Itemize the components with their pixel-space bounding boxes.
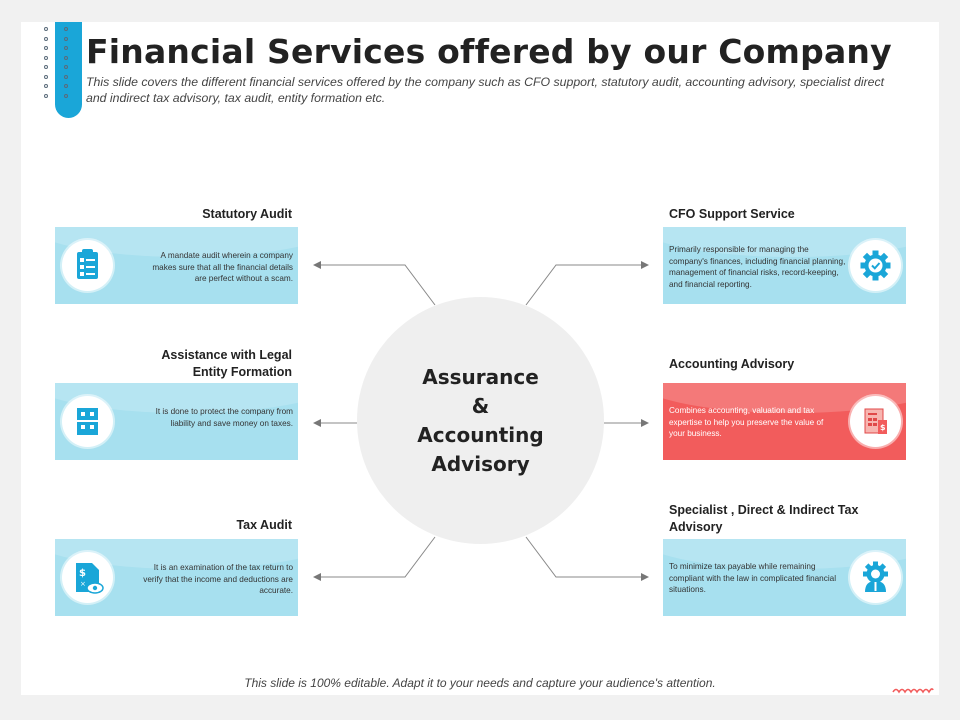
tax-audit-title: Tax Audit — [236, 518, 292, 532]
accounting-advisory-desc: Combines accounting, valuation and tax expertise to help you preserve the value of your business. — [669, 406, 824, 438]
statutory-audit-desc: A mandate audit wherein a company makes sure that all the financial details are perfect without a scam. — [152, 251, 293, 283]
accounting-advisory-card — [663, 383, 906, 460]
tax-audit-desc: It is an examination of the tax return to verify that the income and deductions are accurate. — [143, 563, 293, 595]
cfo-support-desc: Primarily responsible for managing the company's finances, including financial planning, management of financial risks, record-keeping, and financial reporting. — [669, 245, 846, 289]
gear-check-icon — [850, 240, 901, 291]
center-label — [357, 363, 604, 479]
legal-entity-desc: It is done to protect the company from liability and save money on taxes. — [155, 407, 293, 428]
center-label-line: Assurance — [422, 365, 539, 389]
svg-text:×: × — [80, 580, 86, 588]
tax-advisory-title — [669, 502, 906, 536]
center-label-line: & — [471, 394, 490, 418]
statutory-audit-title: Statutory Audit — [202, 207, 292, 221]
center-circle — [357, 297, 604, 544]
tax-document-eye-icon — [62, 552, 113, 603]
svg-text:$: $ — [880, 423, 886, 432]
tax-advisory-desc: To minimize tax payable while remaining compliant with the law in complicated financial situations. — [669, 562, 837, 594]
connector-tax-audit — [314, 537, 435, 577]
page-subtitle: This slide covers the different financial services offered by the company such as CFO support, statutory audit, accounting advisory, specialist direct and indirect tax advisory, tax audit, entity formation etc. — [86, 75, 885, 105]
advisor-gear-icon — [850, 552, 901, 603]
statutory-audit-card — [55, 227, 298, 304]
center-label-line: Accounting — [417, 423, 544, 447]
legal-entity-title-line: Assistance with Legal — [161, 348, 292, 362]
connector-statutory-audit — [314, 265, 435, 305]
tax-advisory-title-line: Advisory — [669, 520, 723, 534]
footer-note: This slide is 100% editable. Adapt it to your needs and capture your audience's attention. — [244, 676, 716, 690]
connector-cfo-support — [526, 265, 648, 305]
svg-text:$: $ — [79, 568, 86, 579]
legal-entity-title-line: Entity Formation — [192, 365, 292, 379]
legal-entity-title — [55, 347, 292, 381]
page-title: Financial Services offered by our Company — [86, 32, 892, 71]
legal-entity-card — [55, 383, 298, 460]
clipboard-checklist-icon — [62, 240, 113, 291]
wave-decoration — [892, 686, 934, 694]
accounting-advisory-title: Accounting Advisory — [669, 357, 795, 371]
cfo-support-card — [663, 227, 906, 304]
tax-advisory-title-line: Specialist , Direct & Indirect Tax — [669, 503, 859, 517]
calculator-document-icon — [850, 396, 901, 447]
connector-tax-advisory — [526, 537, 648, 577]
cfo-support-title: CFO Support Service — [669, 207, 795, 221]
building-icon — [62, 396, 113, 447]
tax-advisory-card — [663, 539, 906, 616]
center-label-line: Advisory — [431, 452, 530, 476]
tax-audit-card — [55, 539, 298, 616]
